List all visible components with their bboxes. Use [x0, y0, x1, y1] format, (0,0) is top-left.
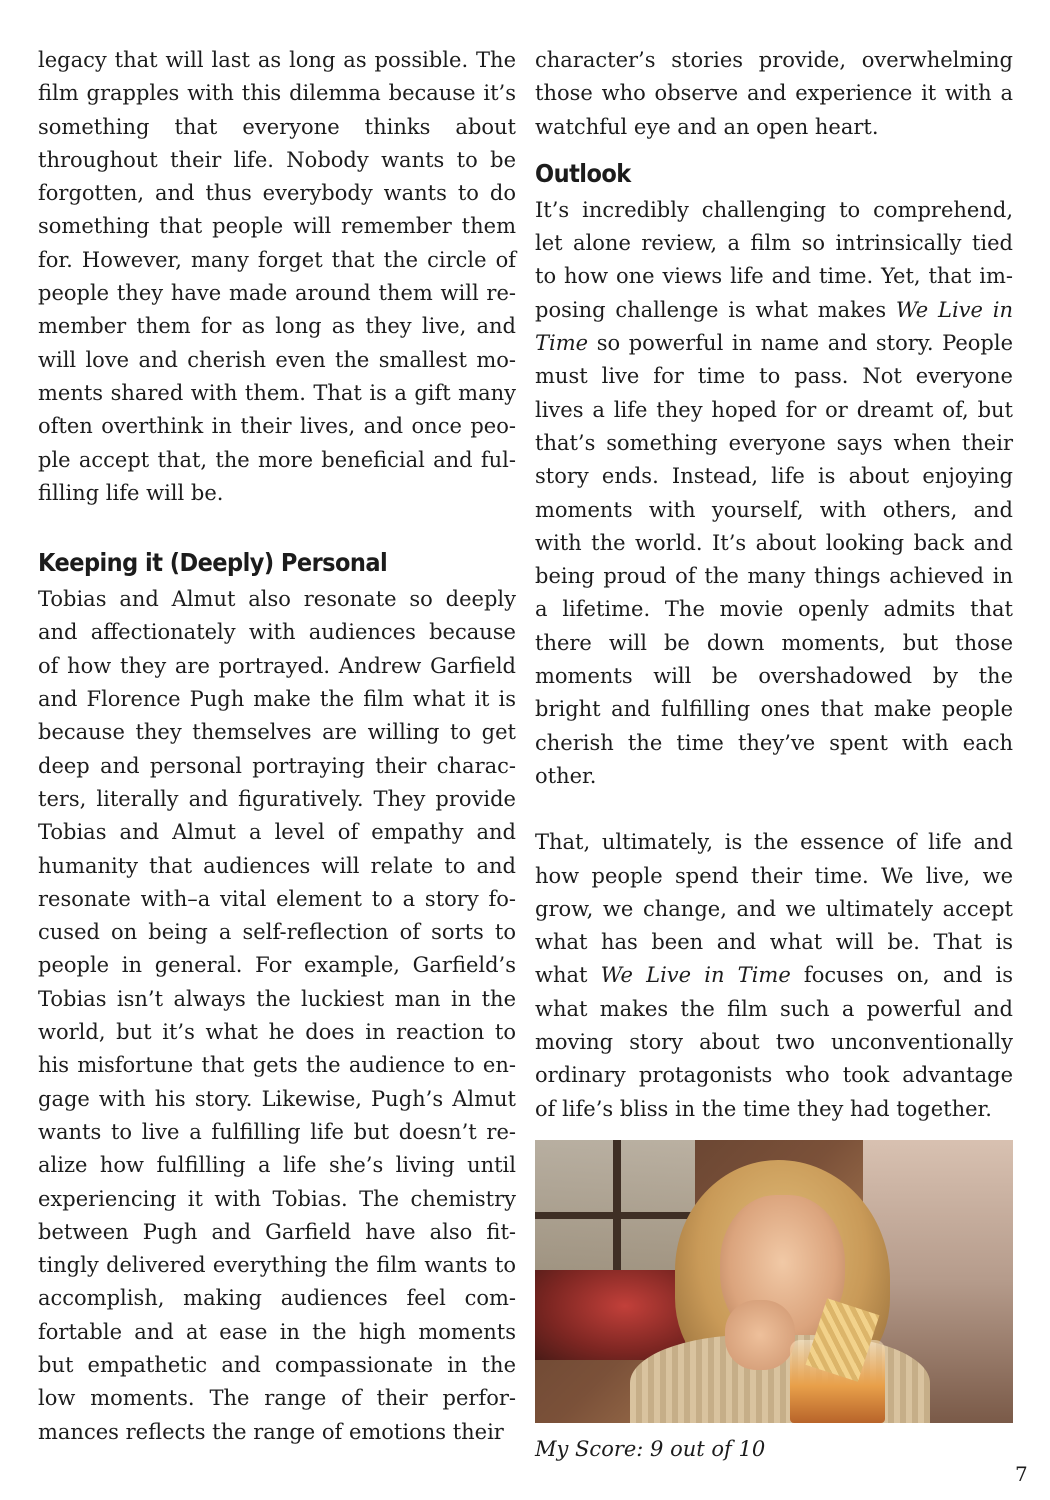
section-heading-personal: Keeping it (Deeply) Personal: [38, 548, 388, 578]
score-caption: My Score: 9 out of 10: [535, 1436, 766, 1461]
outlook-text: so powerful in name and story. People must live for time to pass. Not everyone lives a life they hoped for or dreamt of, but that’s something everyone says when their story ends. Instead, life is about enjoying moments with yourself, with others, and with the world. It’s about looking back and being proud of the many things achieved in a lifetime. The movie openly admits that there will be down moments, but those moments will be overshadowed by the bright and fulfilling ones that make people cherish the time they’ve spent with each other.: [535, 331, 1013, 788]
outlook-text: It’s incredibly challenging to comprehend, let alone review, a film so intrinsically tied to how one views life and time. Yet, that imposing challenge is what makes: [535, 197, 1013, 322]
outlook-text: That, ultimately, is the essence of life and how people spend their time. We live, we grow, we change, and we ultimately accept what has been and what will be. That is what: [535, 830, 1013, 988]
outlook-paragraph-1: [535, 194, 1013, 793]
film-still-photo: [535, 1140, 1013, 1423]
personal-paragraph: Tobias and Almut also resonate so deeply and affectionately with audiences because of how they are portrayed. Andrew Garfield and Florence Pugh make the film what it is because they themselves are willing to get deep and personal portraying their characters, literally and figuratively. They provide Tobias and Almut a level of empathy and humanity that audiences will relate to and resonate with–a vital element to a story focused on being a self-reflection of sorts to people in general. For example, Garfield’s Tobias isn’t always the luckiest man in the world, but it’s what he does in reaction to his misfortune that gets the audience to engage with his story. Likewise, Pugh’s Almut wants to live a fulfilling life but doesn’t realize how fulfilling a life she’s living until experiencing it with Tobias. The chemistry between Pugh and Garfield have also fittingly delivered everything the film wants to accomplish, making audiences feel comfortable and at ease in the high moments but empathetic and compassionate in the low moments. The range of their performances reflects the range of emotions their: [38, 587, 516, 1444]
section-heading-outlook: Outlook: [535, 158, 631, 188]
heading-spacer: [535, 144, 1013, 154]
photo-red-booth: [535, 1270, 685, 1360]
film-title: We Live in Time: [600, 963, 791, 988]
paragraph-spacer: [535, 793, 1013, 826]
film-title: We Live in Time: [535, 297, 1013, 356]
continued-paragraph: character’s stories provide, overwhelming those who observe and experience it with a watchful eye and an open heart.: [535, 48, 1013, 139]
photo-window-frame: [535, 1212, 695, 1219]
outlook-text: focuses on, and is what makes the film such a powerful and moving story about two unconventionally ordinary protagonists who took advantage of life’s bliss in the time they had together.: [535, 963, 1013, 1121]
page-number: 7: [1015, 1462, 1028, 1486]
right-column: [535, 44, 1013, 1466]
left-column: [38, 44, 516, 1449]
intro-paragraph: legacy that will last as long as possible. The film grapples with this dilemma because it’s something that everyone thinks about throughout their life. Nobody wants to be forgotten, and thus everybody wants to do something that people will remember them for. However, many forget that the circle of people they have made around them will remember them for as long as they live, and will love and cherish even the smallest moments shared with them. That is a gift many often overthink in their lives, and once people accept that, the more beneficial and fulfilling life will be.: [38, 48, 516, 505]
outlook-paragraph-2: [535, 826, 1013, 1126]
section-spacer: [38, 510, 516, 543]
photo-hand: [725, 1300, 795, 1370]
